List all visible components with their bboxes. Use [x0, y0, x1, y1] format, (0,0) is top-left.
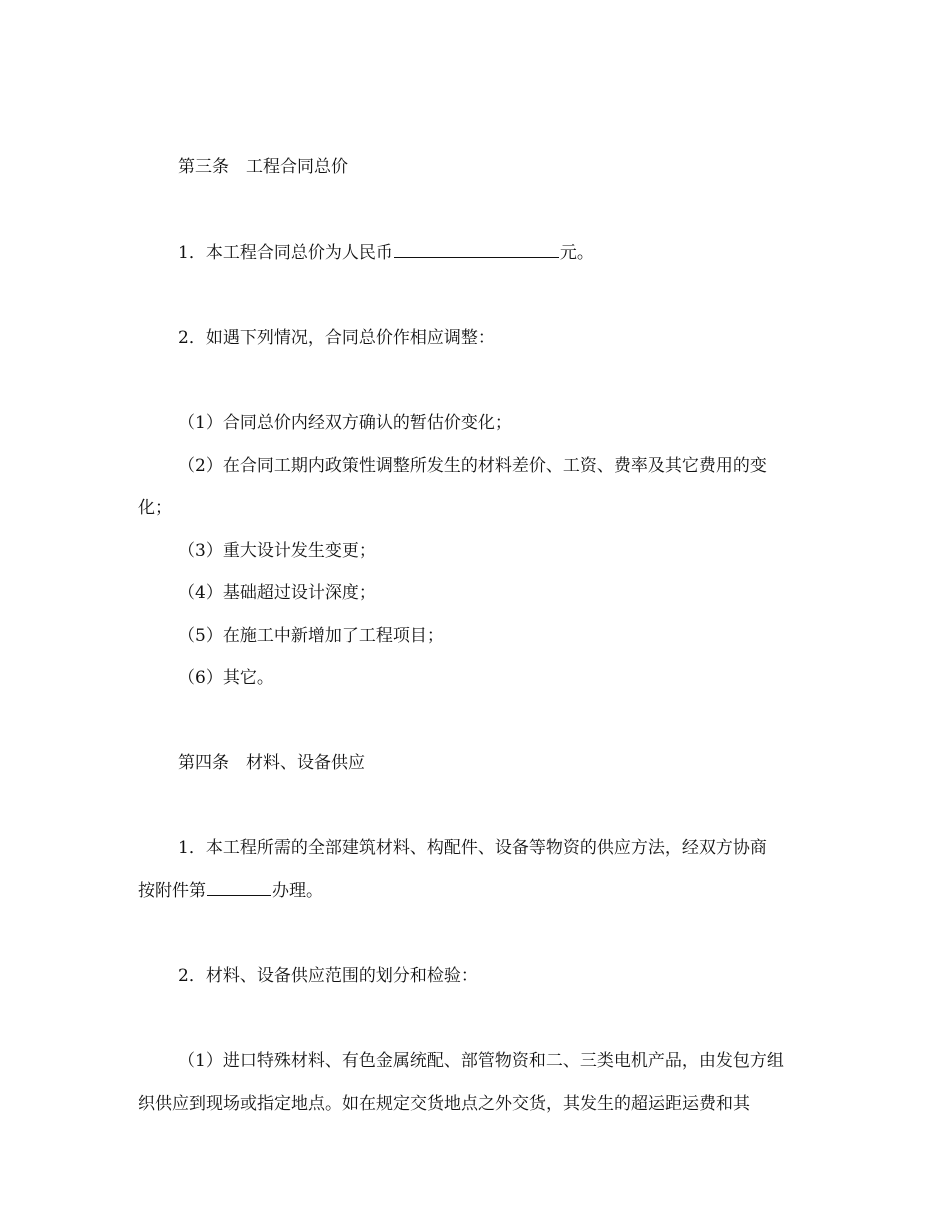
article3-p1-text: 1．本工程合同总价为人民币	[178, 243, 393, 263]
article3-paragraph-2: 2．如遇下列情况，合同总价作相应调整：	[178, 328, 495, 348]
article4-paragraph-3-line-2: 织供应到现场或指定地点。如在规定交货地点之外交货，其发生的超运距运费和其	[138, 1094, 750, 1114]
article4-heading: 第四条 材料、设备供应	[178, 753, 365, 773]
list-item: （1）合同总价内经双方确认的暂估价变化；	[178, 413, 512, 433]
contract-price-blank	[394, 256, 559, 258]
list-item-continuation: 化；	[138, 498, 172, 518]
list-item: （5）在施工中新增加了工程项目；	[178, 626, 444, 646]
article4-p1-suffix: 办理。	[272, 881, 323, 901]
article4-paragraph-3-line-1: （1）进口特殊材料、有色金属统配、部管物资和二、三类电机产品，由发包方组	[178, 1051, 784, 1071]
list-item: （4）基础超过设计深度；	[178, 583, 376, 603]
article4-paragraph-1-line-2	[0, 881, 950, 901]
article4-paragraph-2: 2．材料、设备供应范围的划分和检验：	[178, 966, 478, 986]
appendix-number-blank	[207, 894, 271, 896]
list-item: （3）重大设计发生变更；	[178, 541, 376, 561]
article4-paragraph-1-line-1: 1．本工程所需的全部建筑材料、构配件、设备等物资的供应方法，经双方协商	[178, 838, 767, 858]
article4-p1-prefix: 按附件第	[138, 881, 206, 901]
list-item: （6）其它。	[178, 668, 274, 688]
article3-heading: 第三条 工程合同总价	[178, 157, 348, 177]
article3-paragraph-1	[0, 243, 950, 263]
list-item: （2）在合同工期内政策性调整所发生的材料差价、工资、费率及其它费用的变	[178, 456, 767, 476]
article3-p1-suffix: 元。	[559, 243, 594, 263]
